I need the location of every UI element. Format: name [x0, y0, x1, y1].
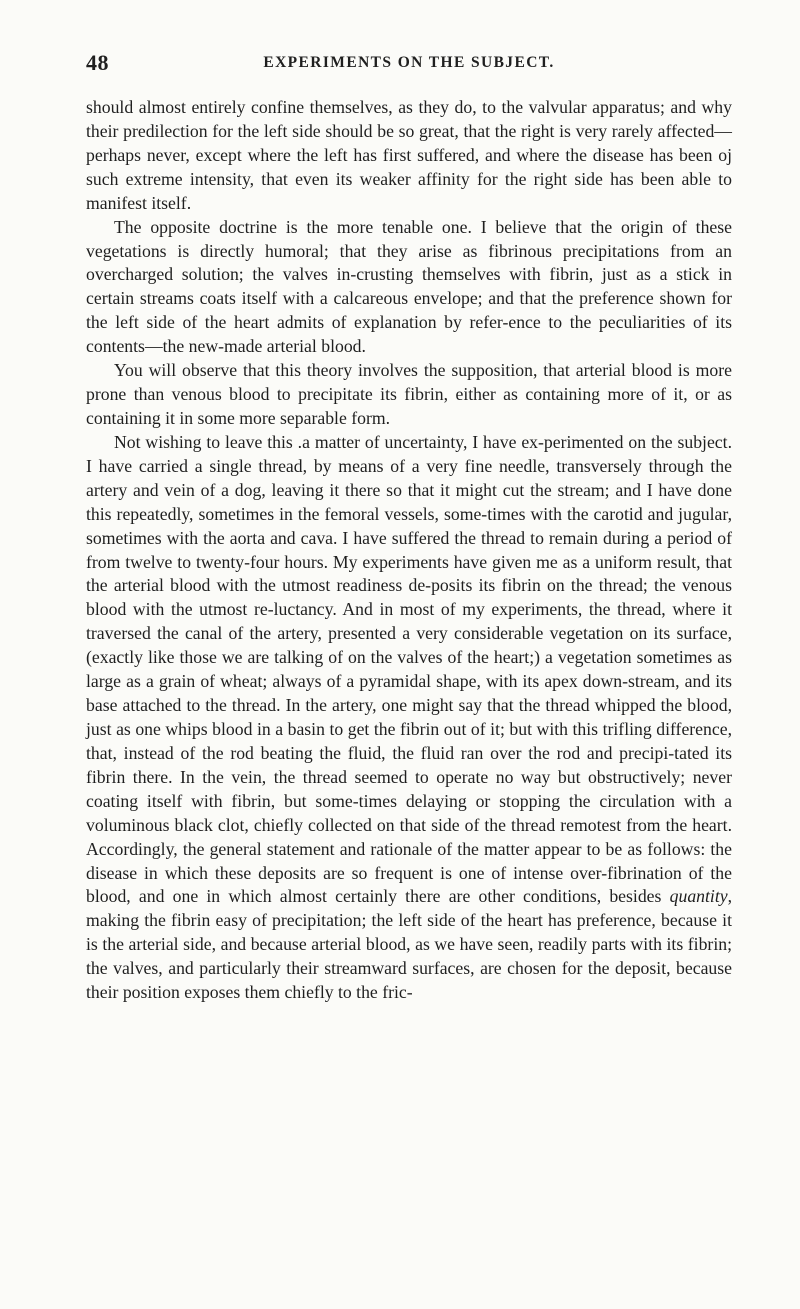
page-header [86, 50, 732, 78]
italic-quantity: quantity [669, 886, 728, 907]
page-number: 48 [86, 50, 109, 75]
paragraph-experiments-text-end: , making the fibrin easy of precipitation; the left side of the heart has preference, because it is the arterial side, and because arterial blood, as we have seen, readily parts with its fibrin; the valves, and particularly their streamward surfaces, are chosen for the deposit, because their position exposes them chiefly to the fric- [86, 886, 733, 1003]
paragraph-theory-supposition: You will observe that this theory involves the supposition, that arterial blood is more prone than venous blood to precipitate its fibrin, either as containing more of it, or as containing it in some more separable form. [86, 360, 732, 428]
running-title: EXPERIMENTS ON THE SUBJECT. [263, 54, 555, 71]
paragraph-opposite-doctrine: The opposite doctrine is the more tenable one. I believe that the origin of these vegetations is directly humoral; that they arise as fibrinous precipitations from an overcharged solution; the valves in-crusting themselves with fibrin, just as a stick in certain streams coats itself with a calcareous envelope; and that the preference shown for the left side of the heart admits of explanation by refer-ence to the peculiarities of its contents—the new-made arterial blood. [86, 216, 732, 357]
paragraph-experiments [86, 431, 732, 1005]
paragraph-experiments-text: Not wishing to leave this .a matter of uncertainty, I have ex-perimented on the subject. I have carried a single thread, by means of a very fine needle, transversely through the artery and vein of a dog, leaving it there so that it might cut the stream; and I have done this repeatedly, sometimes in the femoral vessels, some-times with the carotid and jugular, sometimes with the aorta and cava. I have suffered the thread to remain during a period of from twelve to twenty-four hours. My experiments have given me as a uniform result, that the arterial blood with the utmost readiness de-posits its fibrin on the thread; the venous blood with the utmost re-luctancy. And in most of my experiments, the thread, where it traversed the canal of the artery, presented a very considerable vegetation on its surface, (exactly like those we are talking of on the valves of the heart;) a vegetation sometimes as large as a grain of wheat; always of a pyramidal shape, with its apex down-stream, and its base attached to the thread. In the artery, one might say that the thread whipped the blood, just as one whips blood in a basin to get the fibrin out of it; but with this trifling difference, that, instead of the rod beating the fluid, the fluid ran over the rod and precipi-tated its fibrin there. In the vein, the thread seemed to operate no way but obstructively; never coating itself with fibrin, but some-times delaying or stopping the circulation with a voluminous black clot, chiefly collected on that side of the thread remotest from the heart. Accordingly, the general statement and rationale of the matter appear to be as follows: the disease in which these deposits are so frequent is one of intense over-fibrination of the blood, and one in which almost certainly there are other conditions, besides [86, 431, 732, 907]
body-text [86, 96, 732, 1005]
paragraph-continuation: should almost entirely confine themselves, as they do, to the valvular apparatus; and why their predilection for the left side should be so great, that the right is very rarely affected—perhaps never, except where the left has first suffered, and where the disease has been oj such extreme intensity, that even its weaker affinity for the right side has been able to manifest itself. [86, 97, 732, 213]
